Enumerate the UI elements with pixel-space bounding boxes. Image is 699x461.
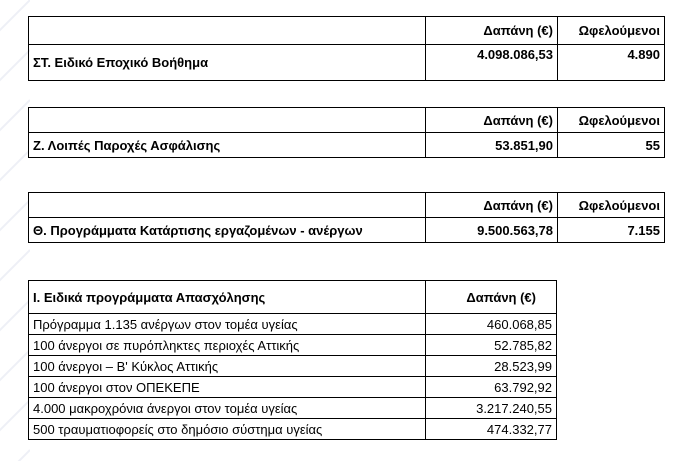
table-row-label: 4.000 μακροχρόνια άνεργοι στον τομέα υγείας bbox=[29, 398, 426, 419]
table-row-expense: 3.217.240,55 bbox=[426, 398, 557, 419]
header-blank-cell bbox=[29, 108, 426, 133]
table-row-label: 500 τραυματιοφορείς στο δημόσιο σύστημα υγείας bbox=[29, 419, 426, 440]
table-row-expense: 28.523,99 bbox=[426, 356, 557, 377]
table-row-expense: 52.785,82 bbox=[426, 335, 557, 356]
table-z-main bbox=[28, 107, 665, 158]
expense-value: 4.098.086,53 bbox=[426, 45, 558, 81]
background-stripes bbox=[0, 0, 30, 461]
beneficiaries-value: 4.890 bbox=[558, 45, 665, 81]
table-row-label: 100 άνεργοι – Β' Κύκλος Αττικής bbox=[29, 356, 426, 377]
column-header-expense: Δαπάνη (€) bbox=[426, 17, 558, 45]
column-header-expense: Δαπάνη (€) bbox=[426, 193, 558, 218]
row-label: Θ. Προγράμματα Κατάρτισης εργαζομένων - ανέργων bbox=[29, 218, 426, 243]
column-header-beneficiaries: Ωφελούμενοι bbox=[558, 193, 665, 218]
table-row-expense: 63.792,92 bbox=[426, 377, 557, 398]
column-header-expense: Δαπάνη (€) bbox=[426, 281, 557, 314]
table-row-label: 100 άνεργοι στον ΟΠΕΚΕΠΕ bbox=[29, 377, 426, 398]
table-row-expense: 460.068,85 bbox=[426, 314, 557, 335]
table-row-expense: 474.332,77 bbox=[426, 419, 557, 440]
row-label: Ζ. Λοιπές Παροχές Ασφάλισης bbox=[29, 133, 426, 158]
table-seasonal-allowance bbox=[28, 16, 665, 81]
column-header-beneficiaries: Ωφελούμενοι bbox=[558, 108, 665, 133]
table-title: Ι. Ειδικά προγράμματα Απασχόλησης bbox=[29, 281, 426, 314]
column-header-beneficiaries: Ωφελούμενοι bbox=[558, 17, 665, 45]
row-label: ΣΤ. Ειδικό Εποχικό Βοήθημα bbox=[29, 45, 426, 81]
header-blank-cell bbox=[29, 193, 426, 218]
beneficiaries-value: 55 bbox=[558, 133, 665, 158]
expense-value: 53.851,90 bbox=[426, 133, 558, 158]
table-row-label: 100 άνεργοι σε πυρόπληκτες περιοχές Αττικής bbox=[29, 335, 426, 356]
header-blank-cell bbox=[29, 17, 426, 45]
table-special-employment-programs bbox=[28, 280, 557, 440]
table-training-programs bbox=[28, 192, 665, 243]
table-row-label: Πρόγραμμα 1.135 ανέργων στον τομέα υγείας bbox=[29, 314, 426, 335]
beneficiaries-value: 7.155 bbox=[558, 218, 665, 243]
expense-value: 9.500.563,78 bbox=[426, 218, 558, 243]
column-header-expense: Δαπάνη (€) bbox=[426, 108, 558, 133]
